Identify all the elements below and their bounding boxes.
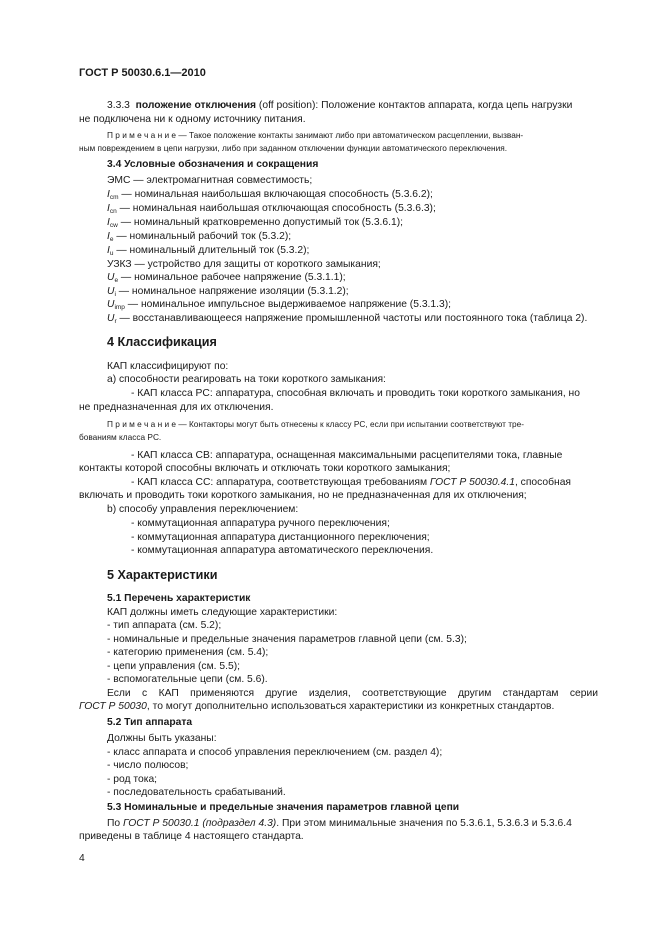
list-item-continuation: включать и проводить токи короткого замыкания, но не предназначенная для их отключения; — [79, 490, 527, 501]
list-item: - номинальные и предельные значения параметров главной цепи (см. 5.3); — [107, 634, 467, 645]
symbol-subscript: r — [114, 318, 117, 325]
note-line: ным повреждением в цепи нагрузки, либо при заданном отключении функции автоматического переключения. — [79, 143, 508, 153]
abbreviation-definition: — номинальное рабочее напряжение (5.3.1.1); — [118, 272, 346, 283]
section-heading-5-1: 5.1 Перечень характеристик — [107, 593, 251, 604]
abbreviation-symbol: U — [107, 313, 115, 324]
symbol-subscript: cw — [109, 222, 118, 229]
text-run: . При этом минимальные значения по 5.3.6.1, 5.3.6.3 и 5.3.6.4 — [276, 818, 572, 829]
section-heading-5: 5 Характеристики — [107, 568, 218, 582]
abbreviation-item — [107, 202, 436, 215]
standard-reference: ГОСТ Р 50030 — [79, 701, 147, 712]
paragraph-continuation: приведены в таблице 4 настоящего стандарта. — [79, 831, 304, 842]
abbreviation-item — [107, 174, 312, 187]
paragraph — [107, 817, 572, 830]
abbreviation-symbol: I — [107, 245, 110, 256]
abbreviation-definition: — номинальный рабочий ток (5.3.2); — [113, 231, 292, 242]
list-item: - число полюсов; — [107, 760, 189, 771]
paragraph-continuation — [79, 700, 554, 713]
document-header: ГОСТ Р 50030.6.1—2010 — [79, 67, 206, 79]
text-run: , то могут дополнительно использоваться характеристики из конкретных стандартов. — [146, 701, 555, 712]
section-heading-5-2: 5.2 Тип аппарата — [107, 717, 193, 728]
page-number: 4 — [79, 853, 85, 864]
definition-text: (off position): Положение контактов аппарата, когда цепь нагрузки — [258, 100, 573, 111]
symbol-subscript: e — [109, 236, 114, 243]
note-line: бованиям класса PC. — [79, 432, 162, 442]
list-item: - КАП класса CB: аппаратура, оснащенная максимальными расцепителями тока, главные — [131, 450, 563, 461]
list-item: - цепи управления (см. 5.5); — [107, 661, 240, 672]
abbreviation-item — [107, 216, 403, 229]
abbreviation-item — [107, 258, 381, 271]
paragraph: Должны быть указаны: — [107, 733, 217, 744]
paragraph: КАП должны иметь следующие характеристики: — [107, 607, 338, 618]
symbol-subscript: imp — [114, 304, 125, 311]
note-line: П р и м е ч а н и е — Такое положение контакты занимают либо при автоматическом расцеплении, вызван- — [107, 130, 524, 140]
section-heading-5-3: 5.3 Номинальные и предельные значения параметров главной цепи — [107, 802, 460, 813]
list-item: - коммутационная аппаратура ручного переключения; — [131, 518, 390, 529]
abbreviation-definition: — номинальный кратковременно допустимый ток (5.3.6.1); — [117, 217, 404, 228]
definition-continuation: не подключена ни к одному источнику питания. — [79, 114, 306, 125]
abbreviation-item — [107, 312, 587, 325]
abbreviation-symbol: I — [107, 203, 110, 214]
abbreviation-symbol: I — [107, 217, 110, 228]
list-item: - коммутационная аппаратура дистанционного переключения; — [131, 532, 430, 543]
abbreviation-symbol: U — [107, 286, 115, 297]
list-item: - КАП класса PC: аппаратура, способная включать и проводить токи короткого замыкания, но — [131, 388, 580, 399]
abbreviation-symbol: U — [107, 272, 115, 283]
list-item: - последовательность срабатываний. — [107, 787, 286, 798]
abbreviation-item — [107, 285, 349, 298]
abbreviation-symbol: I — [107, 231, 110, 242]
symbol-subscript: i — [114, 291, 116, 298]
section-heading-3-4: 3.4 Условные обозначения и сокращения — [107, 159, 319, 170]
abbreviation-definition: — устройство для защиты от короткого замыкания; — [131, 259, 381, 270]
list-item: - коммутационная аппаратура автоматического переключения. — [131, 545, 434, 556]
clause-number: 3.3.3 — [107, 100, 130, 111]
clause-3-3-3 — [107, 99, 572, 112]
abbreviation-item — [107, 271, 346, 284]
abbreviation-definition: — восстанавливающееся напряжение промышленной частоты или постоянного тока (таблица 2). — [116, 313, 588, 324]
paragraph: КАП классифицируют по: — [107, 361, 229, 372]
abbreviation-item — [107, 230, 291, 243]
list-item-continuation: контакты которой способны включать и отключать токи короткого замыкания; — [79, 463, 451, 474]
list-item-continuation: не предназначенная для их отключения. — [79, 402, 274, 413]
list-item: - вспомогательные цепи (см. 5.6). — [107, 674, 268, 685]
standard-reference: ГОСТ Р 50030.1 (подраздел 4.3) — [123, 818, 277, 829]
list-item-a: а) способности реагировать на токи короткого замыкания: — [107, 374, 386, 385]
abbreviation-symbol: U — [107, 299, 115, 310]
abbreviation-definition: — номинальный длительный ток (5.3.2); — [113, 245, 310, 256]
abbreviation-symbol: ЭМС — [107, 175, 131, 186]
list-item: - класс аппарата и способ управления переключением (см. раздел 4); — [107, 747, 443, 758]
abbreviation-definition: — номинальная наибольшая включающая способность (5.3.6.2); — [118, 189, 433, 200]
abbreviation-definition: — номинальное импульсное выдерживаемое напряжение (5.3.1.3); — [124, 299, 452, 310]
standard-reference: ГОСТ Р 50030.4.1 — [429, 477, 515, 488]
symbol-subscript: cn — [109, 208, 117, 215]
list-item-b: b) способу управления переключением: — [107, 504, 299, 515]
symbol-subscript: e — [114, 277, 119, 284]
abbreviation-symbol: I — [107, 189, 110, 200]
list-item: - род тока; — [107, 774, 158, 785]
abbreviation-item — [107, 244, 309, 257]
symbol-subscript: u — [109, 250, 114, 257]
term: положение отключения — [135, 100, 257, 111]
note-line: П р и м е ч а н и е — Контакторы могут быть отнесены к классу PC, если при испытании соответствуют тре- — [107, 419, 525, 429]
list-item: - категорию применения (см. 5.4); — [107, 647, 269, 658]
abbreviation-definition: — электромагнитная совместимость; — [130, 175, 313, 186]
section-heading-4: 4 Классификация — [107, 335, 217, 349]
paragraph: Если с КАП применяются другие изделия, соответствующие другим стандартам серии — [107, 688, 598, 699]
list-item — [131, 476, 571, 489]
abbreviation-item — [107, 188, 433, 201]
text-run: - КАП класса CC: аппаратура, соответствующая требованиям — [131, 477, 430, 488]
abbreviation-definition: — номинальная наибольшая отключающая способность (5.3.6.3); — [116, 203, 436, 214]
abbreviation-item — [107, 298, 451, 311]
list-item: - тип аппарата (см. 5.2); — [107, 620, 222, 631]
text-run: , способная — [514, 477, 572, 488]
symbol-subscript: cm — [109, 194, 119, 201]
abbreviation-definition: — номинальное напряжение изоляции (5.3.1.2); — [115, 286, 349, 297]
text-run: По — [107, 818, 123, 829]
abbreviation-symbol: УЗКЗ — [107, 259, 132, 270]
